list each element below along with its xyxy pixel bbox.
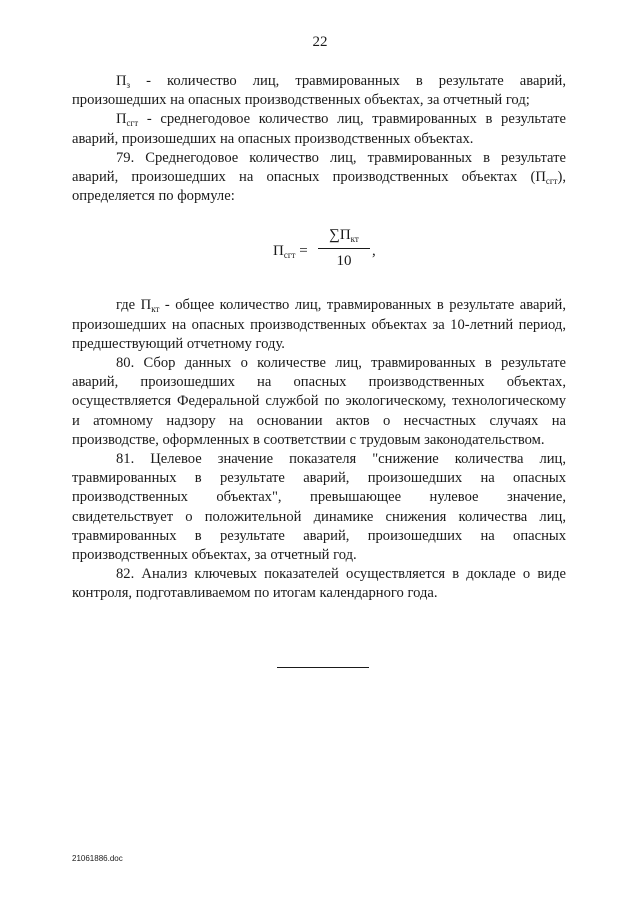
formula-lhs-symbol: П [273,243,284,260]
formula-numerator [318,226,370,247]
definition-text: - количество лиц, травмированных в результате аварий, произошедших на опасных производственных объектах, за отчетный год; [72,73,566,109]
paragraph-text-tail: ), определяется по формуле: [72,169,566,205]
definition-psgt [72,110,566,148]
definition-text: - среднегодовое количество лиц, травмированных в результате аварий, произошедших на опасных производственных объектах. [72,111,566,147]
end-divider [277,667,369,668]
formula-lhs [273,242,308,261]
formula-numerator-subscript: кт [350,234,359,245]
formula-numerator-symbol: ∑П [329,227,351,244]
paragraph-79 [72,149,566,207]
definition-text: - общее количество лиц, травмированных в результате аварий, произошедших на опасных производственных объектах за 10-летний период, предшествующий отчетному году. [72,297,566,352]
definition-pz [72,72,566,110]
paragraph-text: 79. Среднегодовое количество лиц, травмированных в результате аварий, произошедших на опасных производственных объектах (П [72,149,566,186]
formula-comma: , [372,243,376,260]
paragraph-81: 81. Целевое значение показателя "снижение количества лиц, травмированных в результате аварий, произошедших на опасных производственных объектах", превышающее нулевое значение, свидетельствует о положительной динамике снижения количества лиц, травмированных в результате аварий, произошедших на опасных производственных объектах, за отчетный год. [72,451,566,564]
symbol-subscript: сгт [545,176,558,187]
symbol-subscript: сгт [126,118,139,129]
symbol-subscript: з [126,80,131,90]
page-number: 22 [312,34,328,50]
paragraph-82: 82. Анализ ключевых показателей осуществляется в докладе о виде контроля, подготавливаемом по итогам календарного года. [72,566,566,602]
symbol-subscript: кт [151,304,160,315]
formula-fraction [318,226,370,270]
footer-filename: 21061886.doc [72,854,123,863]
paragraph-80: 80. Сбор данных о количестве лиц, травмированных в результате аварий, произошедших на опасных производственных объектах, осуществляется Федеральной службой по экологическому, технологическому и атомному надзору на основании актов о несчастных случаях на производстве, оформленных в соответствии с трудовым законодательством. [72,355,566,448]
symbol: П [116,73,127,89]
document-body [72,72,566,604]
formula-denominator: 10 [336,252,352,269]
formula-lhs-subscript: сгт [283,250,296,261]
formula-equals: = [295,243,308,260]
symbol: П [116,111,127,128]
definition-lead: где П [116,297,152,314]
definition-pkt [72,296,566,354]
formula [72,206,566,296]
